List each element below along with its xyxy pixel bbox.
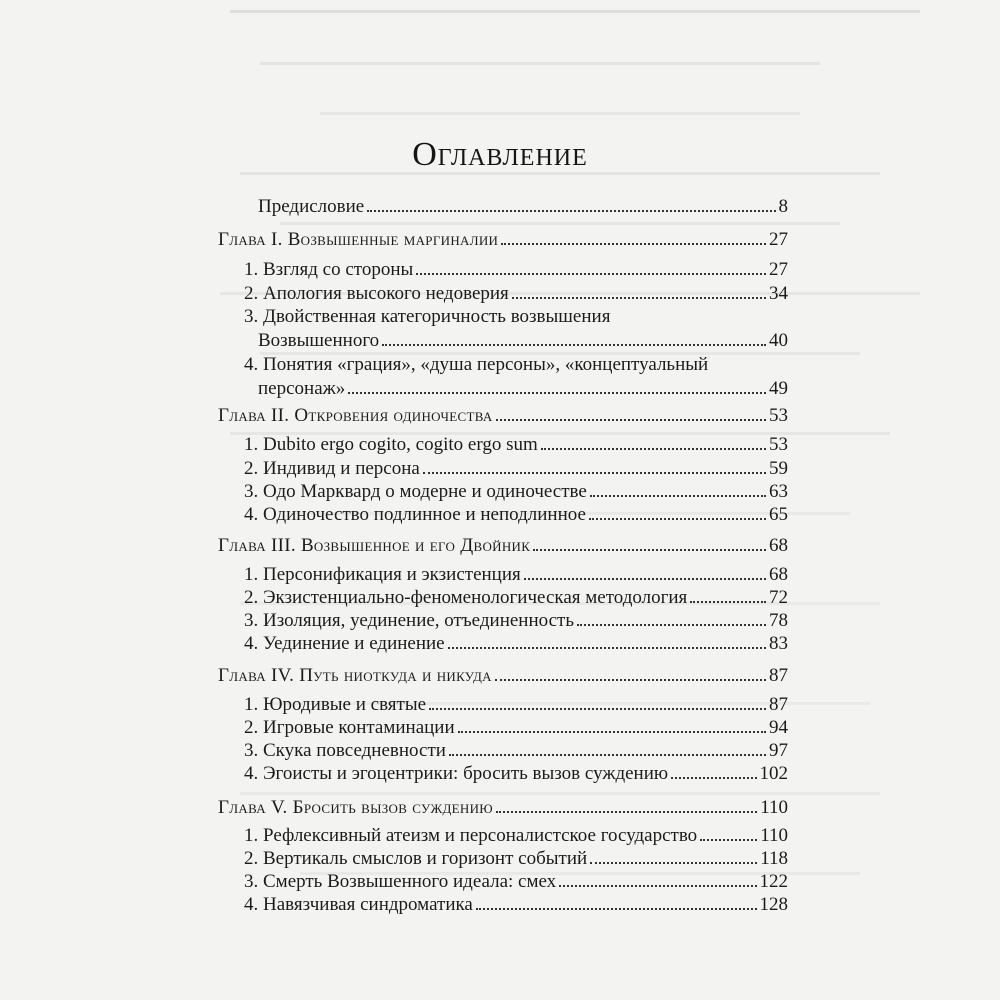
- toc-section[interactable]: [244, 610, 788, 632]
- toc-chapter-4[interactable]: [218, 665, 788, 687]
- section-label: 1. Юродивые и святые: [244, 694, 427, 715]
- page-number: 68: [769, 564, 788, 585]
- page-number: 83: [769, 633, 788, 654]
- toc-section[interactable]: [244, 763, 788, 785]
- toc-section[interactable]: [258, 330, 788, 352]
- toc-section[interactable]: [244, 694, 788, 716]
- toc-section[interactable]: [244, 434, 788, 456]
- leader-dots: [495, 665, 766, 681]
- leader-dots: [671, 763, 756, 779]
- leader-dots: [541, 434, 766, 450]
- toc-section[interactable]: [244, 564, 788, 586]
- section-label: 3. Скука повседневности: [244, 740, 446, 761]
- leader-dots: [367, 196, 775, 212]
- section-label-continuation: Возвышенного: [258, 330, 380, 351]
- toc-section[interactable]: [244, 871, 788, 893]
- chapter-label: Глава IV. Путь ниоткуда и никуда: [218, 665, 492, 686]
- toc-section[interactable]: [244, 481, 788, 503]
- chapter-label: Глава I. Возвышенные маргиналии: [218, 229, 499, 250]
- toc-section[interactable]: [244, 740, 788, 762]
- section-label: 4. Одиночество подлинное и неподлинное: [244, 504, 586, 525]
- section-label: 2. Апология высокого недоверия: [244, 283, 509, 304]
- leader-dots: [690, 587, 766, 603]
- toc-section[interactable]: [244, 587, 788, 609]
- toc-section[interactable]: [244, 717, 788, 739]
- section-label: 2. Индивид и персона: [244, 458, 420, 479]
- page-number: 40: [769, 330, 788, 351]
- page-number: 102: [759, 763, 788, 784]
- section-label: 4. Понятия «грация», «душа персоны», «концептуальный: [244, 354, 709, 375]
- page-number: 122: [759, 871, 788, 892]
- leader-dots: [348, 378, 766, 394]
- section-label: 1. Взгляд со стороны: [244, 259, 414, 280]
- toc-section[interactable]: [258, 378, 788, 400]
- section-label: 3. Смерть Возвышенного идеала: смех: [244, 871, 557, 892]
- leader-dots: [501, 229, 766, 245]
- leader-dots: [577, 610, 766, 626]
- leader-dots: [416, 259, 766, 275]
- toc-section[interactable]: [244, 825, 788, 847]
- leader-dots: [700, 825, 757, 841]
- page-number: 27: [769, 259, 788, 280]
- leader-dots: [496, 797, 757, 813]
- leader-dots: [524, 564, 766, 580]
- toc-chapter-5[interactable]: [218, 797, 788, 819]
- toc-section[interactable]: [244, 283, 788, 305]
- leader-dots: [590, 848, 757, 864]
- toc-section[interactable]: [244, 633, 788, 655]
- chapter-label: Глава V. Бросить вызов суждению: [218, 797, 493, 818]
- section-label: 1. Dubito ergo cogito, cogito ergo sum: [244, 434, 538, 455]
- page-number: 110: [760, 797, 788, 818]
- page-number: 87: [769, 694, 788, 715]
- section-label: 1. Рефлексивный атеизм и персоналистское государство: [244, 825, 698, 846]
- page-number: 97: [769, 740, 788, 761]
- page-number: 72: [769, 587, 788, 608]
- page-number: 128: [759, 894, 788, 915]
- page-number: 87: [769, 665, 788, 686]
- leader-dots: [589, 504, 766, 520]
- section-label: 4. Эгоисты и эгоцентрики: бросить вызов суждению: [244, 763, 669, 784]
- section-label: 4. Уединение и единение: [244, 633, 445, 654]
- toc-section[interactable]: [244, 458, 788, 480]
- chapter-label: Глава III. Возвышенное и его Двойник: [218, 535, 531, 556]
- section-label: 3. Одо Марквард о модерне и одиночестве: [244, 481, 587, 502]
- page-number: 27: [769, 229, 788, 250]
- section-label: 4. Навязчивая синдроматика: [244, 894, 473, 915]
- toc-section[interactable]: [244, 504, 788, 526]
- section-label: 2. Игровые контаминации: [244, 717, 455, 738]
- toc-chapter-3[interactable]: [218, 535, 788, 557]
- toc-entry-preface[interactable]: [258, 196, 788, 218]
- leader-dots: [476, 894, 757, 910]
- entry-label: Предисловие: [258, 196, 365, 217]
- page-number: 68: [769, 535, 788, 556]
- leader-dots: [382, 330, 766, 346]
- page-number: 63: [769, 481, 788, 502]
- page-number: 49: [769, 378, 788, 399]
- leader-dots: [512, 283, 766, 299]
- toc-section[interactable]: [244, 894, 788, 916]
- section-label-continuation: персонаж»: [258, 378, 346, 399]
- leader-dots: [458, 717, 766, 733]
- leader-dots: [496, 405, 766, 421]
- page-number: 78: [769, 610, 788, 631]
- chapter-label: Глава II. Откровения одиночества: [218, 405, 493, 426]
- leader-dots: [533, 535, 766, 551]
- leader-dots: [448, 633, 766, 649]
- page-number: 53: [769, 405, 788, 426]
- leader-dots: [423, 458, 766, 474]
- section-label: 3. Изоляция, уединение, отъединенность: [244, 610, 575, 631]
- leader-dots: [449, 740, 766, 756]
- toc-section[interactable]: [244, 848, 788, 870]
- page-number: 118: [760, 848, 788, 869]
- page-number: 34: [769, 283, 788, 304]
- page-number: 65: [769, 504, 788, 525]
- leader-dots: [590, 481, 766, 497]
- toc-chapter-1[interactable]: [218, 229, 788, 251]
- leader-dots: [429, 694, 766, 710]
- section-label: 3. Двойственная категоричность возвышения: [244, 306, 611, 327]
- section-label: 2. Экзистенциально-феноменологическая методология: [244, 587, 688, 608]
- toc-chapter-2[interactable]: [218, 405, 788, 427]
- page-number: 110: [760, 825, 788, 846]
- page-number: 8: [778, 196, 788, 217]
- page-number: 53: [769, 434, 788, 455]
- section-label: 2. Вертикаль смыслов и горизонт событий: [244, 848, 588, 869]
- section-label: 1. Персонификация и экзистенция: [244, 564, 521, 585]
- page-number: 94: [769, 717, 788, 738]
- page-number: 59: [769, 458, 788, 479]
- page-title: Оглавление: [412, 136, 588, 173]
- toc-section[interactable]: [244, 259, 788, 281]
- leader-dots: [559, 871, 756, 887]
